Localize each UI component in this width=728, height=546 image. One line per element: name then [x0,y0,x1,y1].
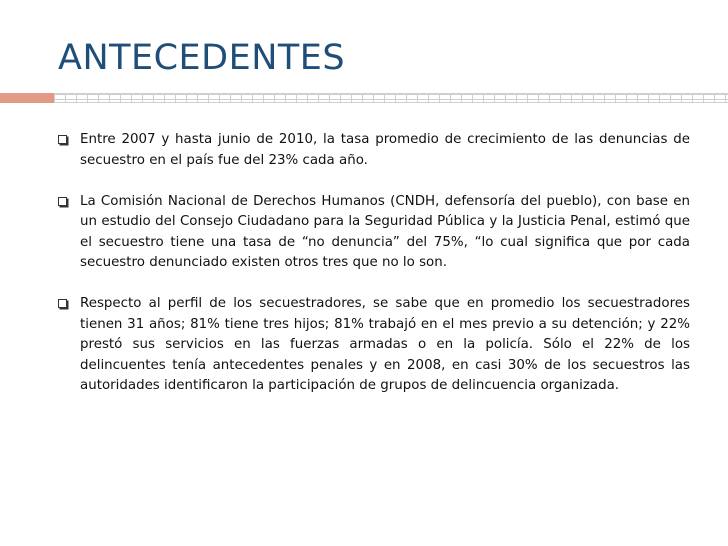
slide-title: ANTECEDENTES [58,38,346,78]
square-bullet-icon [58,299,67,308]
title-divider-grid [54,93,728,103]
bullet-item [58,294,690,397]
bullet-item [58,192,690,274]
bullet-text: Respecto al perfil de los secuestradores, se sabe que en promedio los secuestradores tienen 31 años; 81% tiene tres hijos; 81% trabajó en el mes previo a su detención; y 22% prestó sus servicios en las fuerzas armadas o en la policía. Sólo el 22% de los delincuentes tenía antecedentes penales y en 2008, en casi 30% de los secuestros las autoridades identificaron la participación de grupos de delincuencia organizada. [80,296,690,393]
bullet-text: La Comisión Nacional de Derechos Humanos (CNDH, defensoría del pueblo), con base en un estudio del Consejo Ciudadano para la Seguridad Pública y la Justicia Penal, estimó que el secuestro tiene una tasa de “no denuncia” del 75%, “lo cual significa que por cada secuestro denunciado existen otros tres que no lo son. [80,193,690,270]
square-bullet-icon [58,197,67,206]
title-accent-bar [0,93,54,103]
bullet-list [58,130,690,417]
bullet-item [58,130,690,171]
bullet-text: Entre 2007 y hasta junio de 2010, la tasa promedio de crecimiento de las denuncias de secuestro en el país fue del 23% cada año. [80,132,690,168]
square-bullet-icon [58,135,67,144]
